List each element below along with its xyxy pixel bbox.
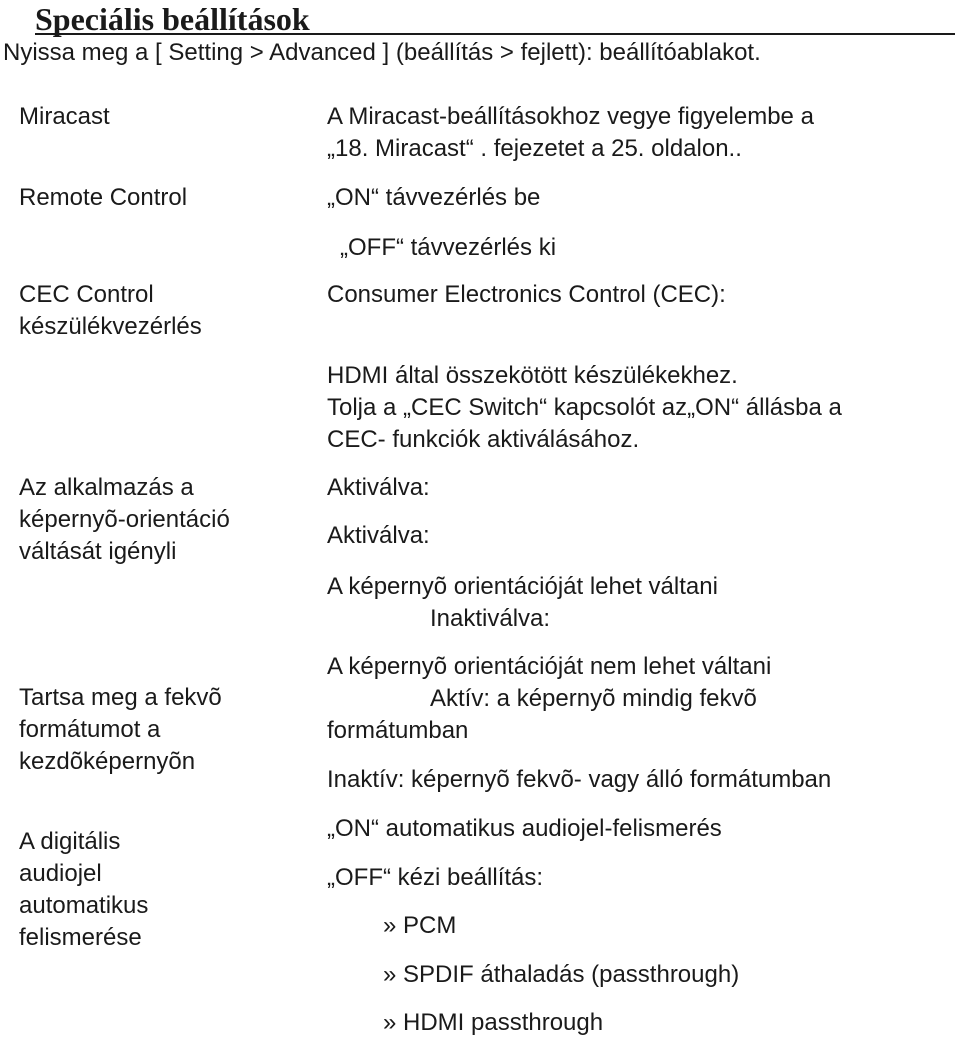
label-cec-control-line1: CEC Control <box>19 281 154 308</box>
page-title: Speciális beállítások <box>35 1 310 37</box>
desc-remote-on: „ON“ távvezérlés be <box>327 184 541 211</box>
desc-orientation-active2: Aktiválva: <box>327 522 430 549</box>
desc-cec-line1: HDMI által összekötött készülékekhez. <box>327 362 738 389</box>
label-landscape-line1: Tartsa meg a fekvõ <box>19 684 222 711</box>
desc-audio-off: „OFF“ kézi beállítás: <box>327 864 544 891</box>
label-orientation-line1: Az alkalmazás a <box>19 474 194 501</box>
desc-miracast-line1: A Miracast-beállításokhoz vegye figyelembe a <box>327 103 814 130</box>
label-audio-line1: A digitális <box>19 828 121 855</box>
desc-orientation-can-switch: A képernyõ orientációját lehet váltani <box>327 573 718 600</box>
desc-orientation-active1: Aktiválva: <box>327 474 430 501</box>
option-hdmi: » HDMI passthrough <box>383 1009 604 1036</box>
label-audio-line2: audiojel <box>19 860 102 887</box>
label-cec-control-line2: készülékvezérlés <box>19 313 202 340</box>
desc-audio-on: „ON“ automatikus audiojel-felismerés <box>327 815 722 842</box>
label-orientation-line2: képernyõ-orientáció <box>19 506 230 533</box>
desc-orientation-inactive: Inaktiválva: <box>430 605 551 632</box>
desc-orientation-cannot-switch: A képernyõ orientációját nem lehet váltani <box>327 653 772 680</box>
label-landscape-line2: formátumot a <box>19 716 161 743</box>
title-underline <box>35 33 955 35</box>
label-orientation-line3: váltását igényli <box>19 538 177 565</box>
desc-cec-title: Consumer Electronics Control (CEC): <box>327 281 726 308</box>
label-audio-line3: automatikus <box>19 892 149 919</box>
label-landscape-line3: kezdõképernyõn <box>19 748 196 775</box>
desc-cec-line3: CEC- funkciók aktiválásához. <box>327 426 640 453</box>
desc-landscape-inactive: Inaktív: képernyõ fekvõ- vagy álló formátumban <box>327 766 832 793</box>
option-spdif: » SPDIF áthaladás (passthrough) <box>383 961 740 988</box>
label-remote-control: Remote Control <box>19 184 188 211</box>
label-audio-line4: felismerése <box>19 924 142 951</box>
desc-landscape-format: formátumban <box>327 717 469 744</box>
option-pcm: » PCM <box>383 912 457 939</box>
desc-miracast-line2: „18. Miracast“ . fejezetet a 25. oldalon.. <box>327 135 742 162</box>
desc-cec-line2: Tolja a „CEC Switch“ kapcsolót az„ON“ állásba a <box>327 394 842 421</box>
intro-text: Nyissa meg a [ Setting > Advanced ] (beállítás > fejlett): beállítóablakot. <box>3 39 761 66</box>
label-miracast: Miracast <box>19 103 110 130</box>
desc-landscape-active: Aktív: a képernyõ mindig fekvõ <box>430 685 757 712</box>
desc-remote-off: „OFF“ távvezérlés ki <box>340 234 557 261</box>
